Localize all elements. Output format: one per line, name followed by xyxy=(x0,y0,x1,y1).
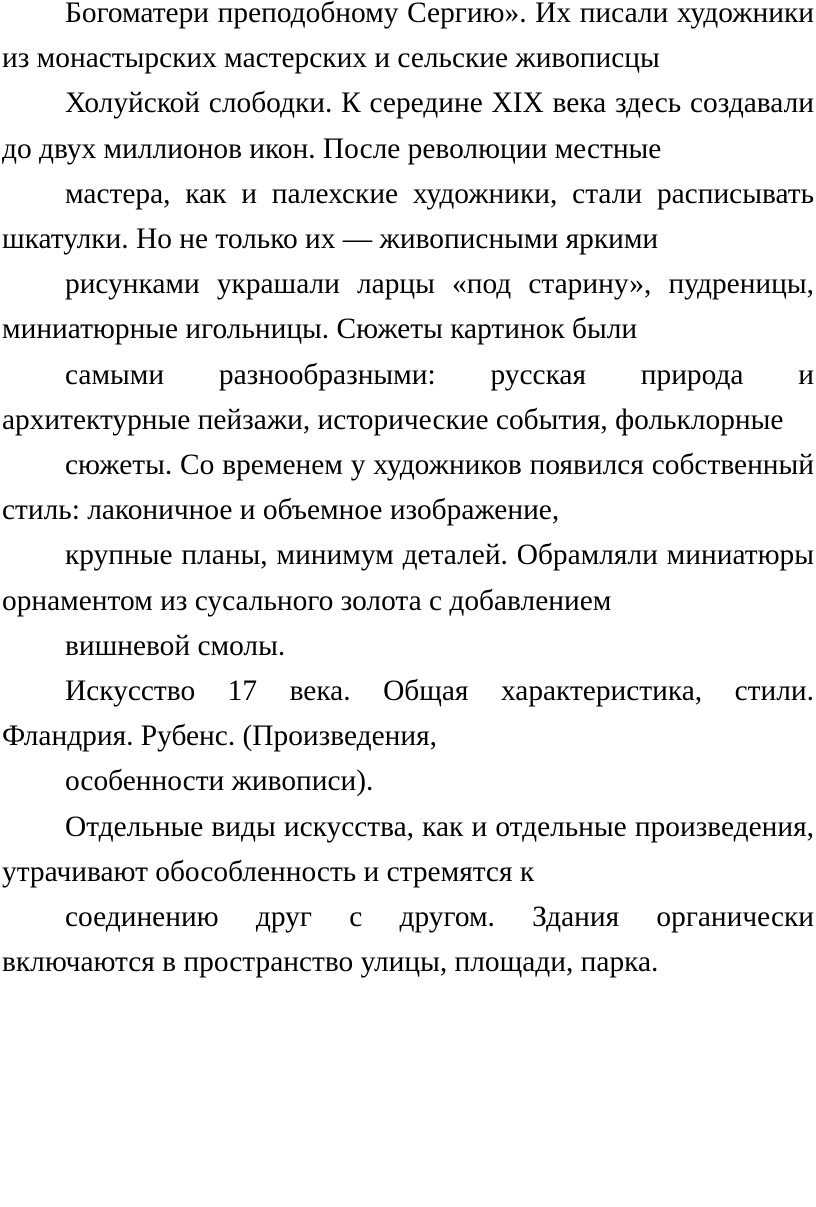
paragraph-11: Отдельные виды искусства, как и отдельные произведения, утрачивают обособленность и стремятся к xyxy=(2,810,814,888)
paragraph-8: вишневой смолы. xyxy=(65,629,286,662)
paragraph-10: особенности живописи). xyxy=(65,765,374,798)
paragraph-3: мастера, как и палехские художники, стали расписывать шкатулки. Но не только их — живописными яркими xyxy=(2,177,814,256)
paragraph-2: Холуйской слободки. К середине XIX века здесь создавали до двух миллионов икон. После революции местные xyxy=(2,87,814,165)
paragraph-1: Богоматери преподобному Сергию». Их писали художники из монастырских мастерских и сельские живописцы xyxy=(2,0,814,75)
paragraph-6: сюжеты. Со временем у художников появился собственный стиль: лаконичное и объемное изображение, xyxy=(2,449,814,527)
paragraph-9: Искусство 17 века. Общая характеристика, стили. Фландрия. Рубенс. (Произведения, xyxy=(2,675,814,753)
paragraph-4: рисунками украшали ларцы «под старину», пудреницы, миниатюрные игольницы. Сюжеты картинок были xyxy=(2,268,814,346)
paragraph-5: самыми разнообразными: русская природа и архитектурные пейзажи, исторические события, фольклорные xyxy=(2,358,814,436)
paragraph-12: соединению друг с другом. Здания органически включаются в пространство улицы, площади, парка. xyxy=(2,901,814,979)
paragraph-7: крупные планы, минимум деталей. Обрамляли миниатюры орнаментом из сусального золота с добавлением xyxy=(2,539,814,617)
